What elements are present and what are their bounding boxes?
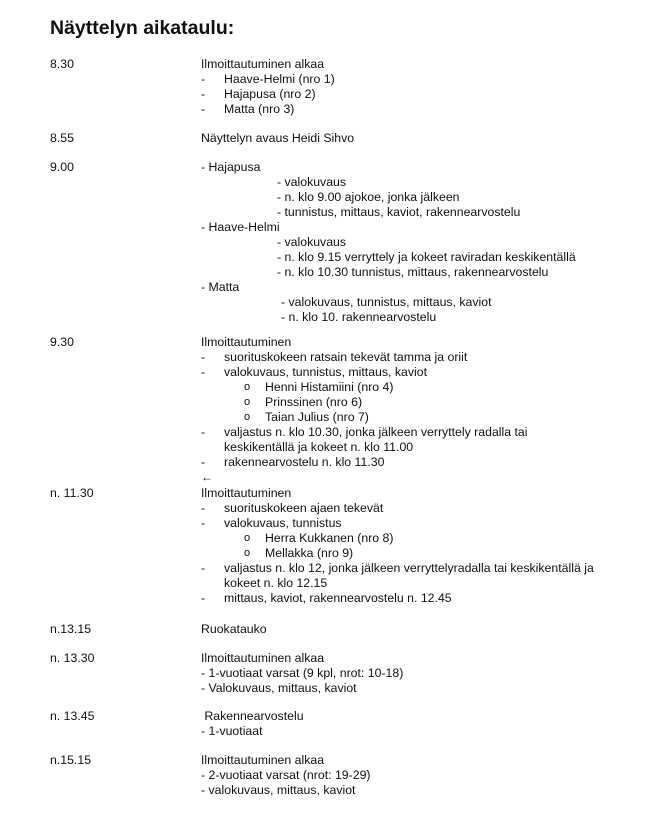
schedule-line xyxy=(201,235,631,250)
line-text: - 1-vuotiaat xyxy=(201,724,263,738)
line-text: - Hajapusa xyxy=(201,160,261,174)
schedule-lines xyxy=(201,160,631,325)
schedule-line xyxy=(201,335,631,350)
line-text: Ruokatauko xyxy=(201,622,267,636)
schedule-line xyxy=(201,265,631,280)
schedule-line xyxy=(201,410,631,425)
schedule-time: n. 11.30 xyxy=(50,486,94,500)
line-text: - Matta xyxy=(201,280,240,294)
schedule-line xyxy=(201,365,631,380)
line-text: Rakennearvostelu xyxy=(201,709,304,723)
schedule-line xyxy=(201,250,631,265)
line-text: - valokuvaus, tunnistus, mittaus, kaviot xyxy=(281,295,492,309)
dash-bullet: - xyxy=(201,591,206,605)
schedule-line xyxy=(201,350,631,365)
schedule-time: n. 13.30 xyxy=(50,651,95,665)
schedule-line xyxy=(201,220,631,235)
schedule-line xyxy=(201,724,631,739)
schedule-line xyxy=(201,310,631,325)
schedule-line xyxy=(201,516,631,531)
schedule-time: 9.30 xyxy=(50,335,74,349)
arrow-icon xyxy=(201,470,631,485)
schedule-time: 8.55 xyxy=(50,131,74,145)
dash-bullet: - xyxy=(201,455,206,469)
schedule-lines xyxy=(201,753,631,798)
line-text: ← xyxy=(201,470,213,484)
schedule-line xyxy=(201,501,631,516)
line-text: - n. klo 10.30 tunnistus, mittaus, rakennearvostelu xyxy=(277,265,549,279)
schedule-line xyxy=(201,57,631,72)
line-text: Ilmoittautuminen alkaa xyxy=(201,753,325,767)
schedule-line xyxy=(201,622,631,637)
schedule-line xyxy=(201,681,631,696)
line-text: mittaus, kaviot, rakennearvostelu n. 12.45 xyxy=(224,591,452,605)
schedule-line xyxy=(201,455,631,470)
schedule-line xyxy=(201,561,631,576)
dash-bullet: - xyxy=(201,102,206,116)
line-text: valjastus n. klo 10.30, jonka jälkeen verryttely radalla tai xyxy=(224,425,528,439)
schedule-line xyxy=(201,160,631,175)
schedule-line xyxy=(201,380,631,395)
circle-bullet-icon: o xyxy=(244,381,251,393)
schedule-lines xyxy=(201,622,631,637)
schedule-line xyxy=(201,576,631,591)
line-text: keskikentällä ja kokeet n. klo 11.00 xyxy=(224,440,414,454)
line-text: rakennearvostelu n. klo 11.30 xyxy=(224,455,385,469)
line-text: valokuvaus, tunnistus xyxy=(224,516,342,530)
dash-bullet: - xyxy=(201,516,206,530)
schedule-line xyxy=(201,486,631,501)
line-text: Ilmoittautuminen xyxy=(201,486,292,500)
line-text: kokeet n. klo 12.15 xyxy=(224,576,328,590)
schedule-line xyxy=(201,205,631,220)
schedule-lines xyxy=(201,131,631,146)
schedule-line xyxy=(201,651,631,666)
line-text: Ilmoittautuminen alkaa xyxy=(201,57,325,71)
schedule-line xyxy=(201,783,631,798)
schedule-line xyxy=(201,102,631,117)
schedule-lines xyxy=(201,57,631,117)
schedule-lines xyxy=(201,486,631,606)
schedule-line xyxy=(201,768,631,783)
schedule-line xyxy=(201,591,631,606)
dash-bullet: - xyxy=(201,425,206,439)
line-text: - Haave-Helmi xyxy=(201,220,280,234)
line-text: Haave-Helmi (nro 1) xyxy=(224,72,335,86)
dash-bullet: - xyxy=(201,350,206,364)
schedule-time: n.13.15 xyxy=(50,622,92,636)
schedule-lines xyxy=(201,709,631,739)
line-text: Herra Kukkanen (nro 8) xyxy=(265,531,394,545)
schedule-line xyxy=(201,295,631,310)
line-text: - tunnistus, mittaus, kaviot, rakennearvostelu xyxy=(277,205,521,219)
line-text: Henni Histamiini (nro 4) xyxy=(265,380,394,394)
schedule-line xyxy=(201,531,631,546)
schedule-line xyxy=(201,72,631,87)
schedule-line xyxy=(201,190,631,205)
schedule-line xyxy=(201,395,631,410)
dash-bullet: - xyxy=(201,501,206,515)
schedule-time: 8.30 xyxy=(50,57,74,71)
circle-bullet-icon: o xyxy=(244,547,251,559)
line-text: Hajapusa (nro 2) xyxy=(224,87,316,101)
schedule-time: n.15.15 xyxy=(50,753,92,767)
dash-bullet: - xyxy=(201,72,206,86)
line-text: - n. klo 9.00 ajokoe, jonka jälkeen xyxy=(277,190,460,204)
schedule-line xyxy=(201,440,631,455)
line-text: - valokuvaus, mittaus, kaviot xyxy=(201,783,356,797)
schedule-line xyxy=(201,87,631,102)
schedule-time: n. 13.45 xyxy=(50,709,95,723)
schedule-line xyxy=(201,425,631,440)
circle-bullet-icon: o xyxy=(244,396,251,408)
line-text: - n. klo 9.15 verryttely ja kokeet raviradan keskikentällä xyxy=(277,250,576,264)
line-text: Mellakka (nro 9) xyxy=(265,546,354,560)
line-text: Taian Julius (nro 7) xyxy=(265,410,369,424)
schedule-time: 9.00 xyxy=(50,160,74,174)
line-text: - valokuvaus xyxy=(277,235,347,249)
circle-bullet-icon: o xyxy=(244,532,251,544)
line-text: valokuvaus, tunnistus, mittaus, kaviot xyxy=(224,365,427,379)
dash-bullet: - xyxy=(201,561,206,575)
line-text: Prinssinen (nro 6) xyxy=(265,395,363,409)
line-text: - valokuvaus xyxy=(277,175,347,189)
schedule-line xyxy=(201,666,631,681)
schedule-lines xyxy=(201,651,631,696)
line-text: - n. klo 10. rakennearvostelu xyxy=(281,310,437,324)
line-text: suorituskokeen ajaen tekevät xyxy=(224,501,384,515)
line-text: Ilmoittautuminen alkaa xyxy=(201,651,325,665)
line-text: - 1-vuotiaat varsat (9 kpl, nrot: 10-18) xyxy=(201,666,404,680)
line-text: valjastus n. klo 12, jonka jälkeen verryttelyradalla tai keskikentällä ja xyxy=(224,561,594,575)
schedule-lines xyxy=(201,335,631,485)
schedule-line xyxy=(201,175,631,190)
schedule-line xyxy=(201,131,631,146)
schedule-line xyxy=(201,753,631,768)
dash-bullet: - xyxy=(201,365,206,379)
schedule-line xyxy=(201,709,631,724)
page-title: Näyttelyn aikataulu: xyxy=(50,17,235,39)
circle-bullet-icon: o xyxy=(244,411,251,423)
line-text: Matta (nro 3) xyxy=(224,102,295,116)
line-text: Ilmoittautuminen xyxy=(201,335,292,349)
dash-bullet: - xyxy=(201,87,206,101)
line-text: - Valokuvaus, mittaus, kaviot xyxy=(201,681,357,695)
line-text: - 2-vuotiaat varsat (nrot: 19-29) xyxy=(201,768,371,782)
line-text: suorituskokeen ratsain tekevät tamma ja oriit xyxy=(224,350,468,364)
line-text: Näyttelyn avaus Heidi Sihvo xyxy=(201,131,355,145)
schedule-line xyxy=(201,280,631,295)
schedule-line xyxy=(201,546,631,561)
